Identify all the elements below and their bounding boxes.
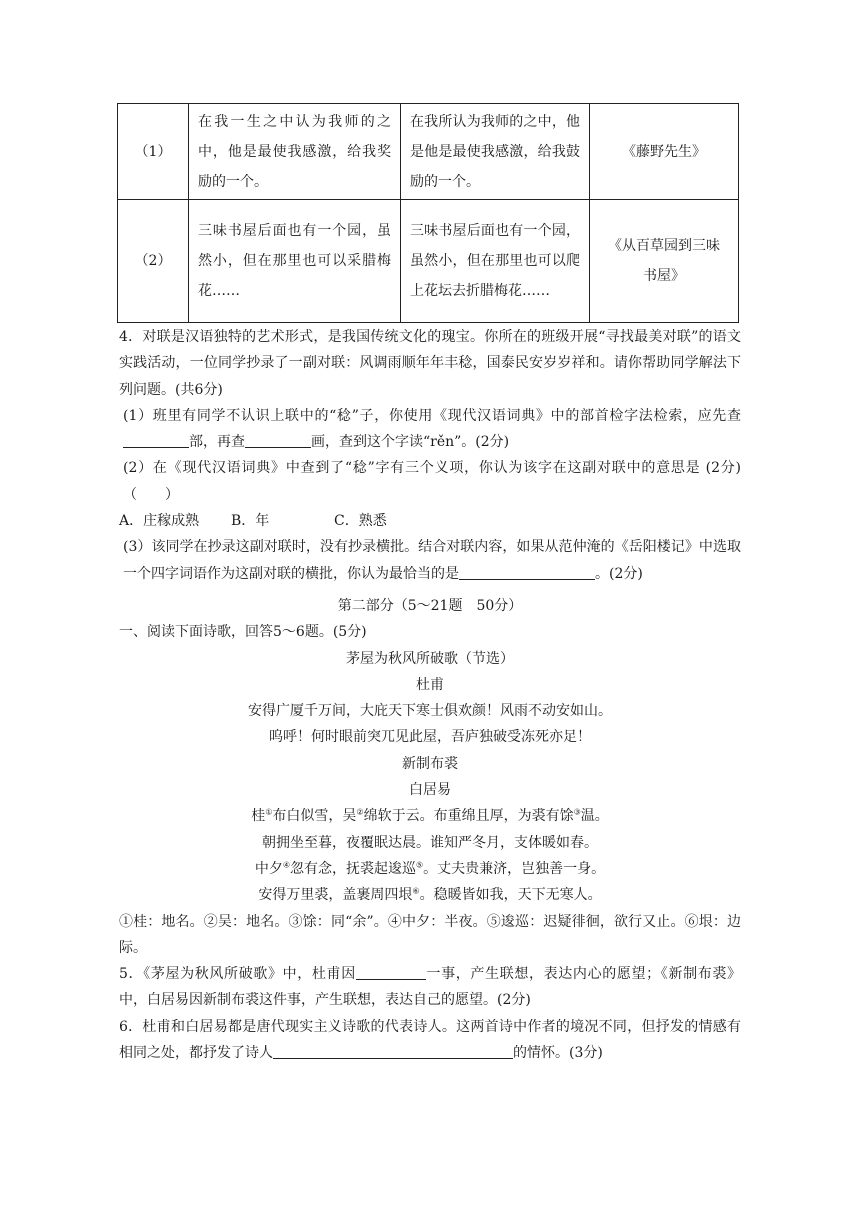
q5-text-b: 一事，产生联想，表达内心的愿望；《新制布裘》中，白居易因新制布裘这件事，产生联想，表达自己的愿望。(2分) — [119, 966, 742, 1009]
poem-text: 忽有念，抚裘起逡巡 — [290, 860, 416, 877]
poem-text: 。稳暖皆如我，天下无寒人。 — [419, 887, 602, 904]
option-c[interactable]: C．熟悉 — [334, 513, 387, 530]
poem-2-line — [119, 856, 741, 882]
question-4-part-3 — [119, 534, 741, 587]
row-number: （2） — [118, 200, 189, 323]
poem-notes: ①桂：地名。②吴：地名。③馀：同“余”。④中夕：半夜。⑤逡巡：迟疑徘徊，欲行又止。⑥垠：边际。 — [119, 913, 741, 956]
footnote-marker: ⑥ — [412, 886, 420, 896]
question-4-part-2: (2）在《现代汉语词典》中查到了“稔”字有三个义项，你认为该字在这副对联中的意思是 (2分)（ ） — [123, 460, 741, 503]
poem-1-line: 呜呼！何时眼前突兀见此屋，吾庐独破受冻死亦足！ — [269, 729, 591, 746]
table-row — [118, 104, 739, 200]
option-b[interactable]: B．年 — [231, 513, 270, 530]
q5-answer-blank[interactable] — [356, 963, 426, 980]
poem-text: 布白似雪，吴 — [272, 808, 357, 825]
part-2-heading: 第二部分（5～21题 50分） — [337, 597, 523, 614]
poem-text: 桂 — [251, 808, 266, 825]
poem-text: 中夕 — [254, 860, 283, 877]
question-4-intro: 4．对联是汉语独特的艺术形式，是我国传统文化的瑰宝。你所在的班级开展“寻找最美对联”的语文实践活动，一位同学抄录了一副对联：风调雨顺年年丰稔，国泰民安岁岁祥和。请你帮助同学解法下列问题。(共6分) — [119, 329, 741, 398]
q6-text-a: 6．杜甫和白居易都是唐代现实主义诗歌的代表诗人。这两首诗中作者的境况不同，但抒发的情感有相同之处，都抒发了诗人 — [119, 1018, 741, 1062]
question-6 — [119, 1014, 741, 1067]
row-number: （1） — [118, 104, 189, 200]
poem-2-line — [119, 882, 741, 908]
section-1-heading: 一、阅读下面诗歌，回答5～6题。(5分) — [119, 624, 367, 641]
revision-table — [117, 103, 739, 323]
poem-2-author: 白居易 — [409, 782, 451, 799]
footnote-marker: ② — [356, 807, 364, 817]
original-text: 在我一生之中认为我师的之中，他是最使我感激，给我奖励的一个。 — [189, 104, 401, 200]
poem-2-line: 朝拥坐至暮，夜覆眠达晨。谁知严冬月，支体暖如春。 — [262, 834, 598, 851]
footnote-marker: ④ — [282, 860, 290, 870]
poem-text: 绵软于云。布重绵且厚，为裘有馀 — [363, 808, 574, 825]
q4-s1-text-a: (1）班里有同学不认识上联中的“稔”子，你使用《现代汉语词典》中的部首检字法检索，应先查 — [123, 407, 741, 424]
table-row — [118, 200, 739, 323]
q6-answer-blank[interactable] — [273, 1042, 513, 1059]
stroke-answer-blank[interactable] — [245, 431, 311, 448]
poem-2-line — [119, 803, 741, 829]
poem-1-title: 茅屋为秋风所破歌（节选） — [346, 650, 514, 667]
original-text: 三味书屋后面也有一个园，虽然小，但在那里也可以采腊梅花…… — [189, 200, 401, 323]
q4-s3-text-b: 。(2分) — [595, 565, 643, 582]
poem-1-author: 杜甫 — [416, 676, 444, 693]
q4-s1-text-b: 部，再查 — [189, 434, 245, 451]
option-a[interactable]: A．庄稼成熟 — [119, 513, 200, 530]
footnote-marker: ③ — [573, 807, 581, 817]
footnote-marker: ① — [265, 807, 273, 817]
poem-text: 。丈夫贵兼济，岂独善一身。 — [423, 860, 606, 877]
banner-answer-blank[interactable] — [459, 563, 595, 580]
question-4-part-1 — [119, 403, 741, 456]
source-title: 《从百草园到三味书屋》 — [590, 200, 739, 323]
poem-1-line: 安得广厦千万间，大庇天下寒士俱欢颜！风雨不动安如山。 — [248, 703, 612, 720]
q4-s1-text-c: 画，查到这个字读“rěn”。(2分) — [311, 434, 510, 451]
poem-text: 安得万里裘，盖裹周四垠 — [258, 887, 413, 904]
footnote-marker: ⑤ — [416, 860, 424, 870]
source-title: 《藤野先生》 — [590, 104, 739, 200]
poem-text: 温。 — [580, 808, 609, 825]
poem-2-title: 新制布裘 — [402, 755, 458, 772]
radical-answer-blank[interactable] — [123, 431, 189, 448]
q4-s3-text-a: (3）该同学在抄录这副对联时，没有抄录横批。结合对联内容，如果从范仲淹的《岳阳楼记》中选取一个四字词语作为这副对联的横批，你认为最恰当的是 — [123, 539, 741, 582]
revised-text: 三味书屋后面也有一个园，虽然小，但在那里也可以爬上花坛去折腊梅花…… — [401, 200, 590, 323]
question-flow — [119, 324, 741, 1066]
revised-text: 在我所认为我师的之中，他是他是最使我感激，给我鼓励的一个。 — [401, 104, 590, 200]
question-5 — [119, 961, 741, 1014]
q6-text-b: 的情怀。(3分) — [513, 1045, 603, 1062]
q5-text-a: 5．《茅屋为秋风所破歌》中，杜甫因 — [119, 966, 356, 983]
question-4-options — [119, 508, 741, 534]
